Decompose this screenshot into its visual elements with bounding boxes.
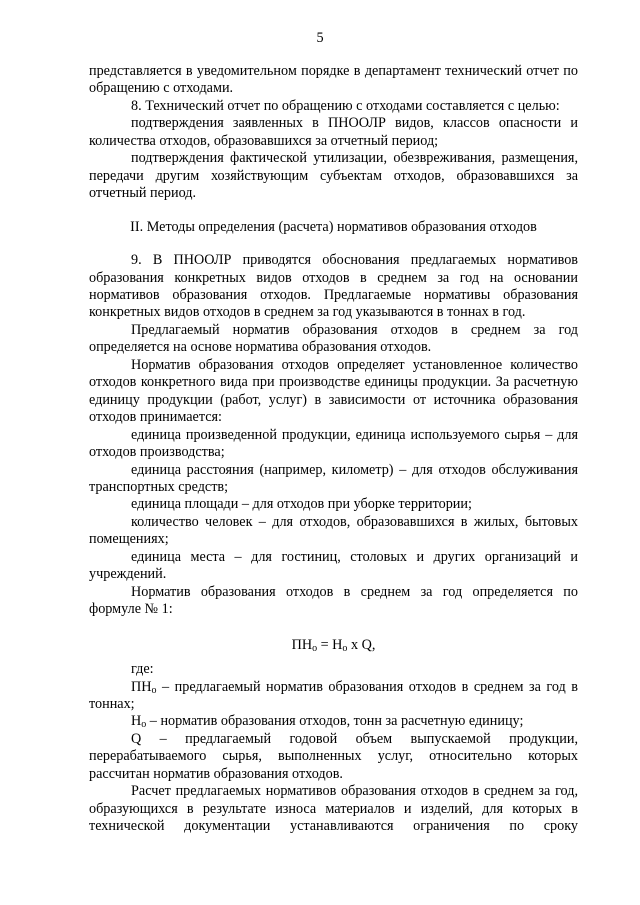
page-number: 5: [316, 30, 324, 46]
definition-symbol: Q: [131, 730, 142, 747]
definition-subscript: о: [151, 684, 157, 696]
list-item: единица места – для гостиниц, столовых и других организаций и учреждений.: [89, 548, 578, 583]
formula-rhs-subscript: о: [342, 642, 348, 654]
paragraph: 8. Технический отчет по обращению с отходами составляется с целью:: [131, 97, 560, 114]
definition-text: – предлагаемый норматив образования отходов в среднем за год в тоннах;: [89, 678, 578, 712]
definition-text: – предлагаемый годовой объем выпускаемой продукции, перерабатываемого сырья, выполненных услуг, относительно которых рассчитан норматив образования отходов.: [89, 730, 578, 782]
paragraph: подтверждения фактической утилизации, обезвреживания, размещения, передачи другим хозяйствующим субъектам отходов, образовавшихся за отчетный период.: [89, 150, 578, 202]
paragraph: Расчет предлагаемых нормативов образования отходов в среднем за год, образующихся в результате износа материалов и изделий, для которых в технической документации устанавливаются ограничения по сроку: [89, 783, 578, 835]
definition: [89, 713, 578, 730]
list-item: количество человек – для отходов, образовавшихся в жилых, бытовых помещениях;: [89, 513, 578, 548]
list-item: единица произведенной продукции, единица используемого сырья – для отходов производства;: [89, 426, 578, 461]
formula-lhs-subscript: о: [312, 642, 318, 654]
paragraph: представляется в уведомительном порядке в департамент технический отчет по обращению с отходами.: [89, 63, 578, 97]
definition-symbol: Н: [131, 713, 142, 730]
paragraph: 9. В ПНООЛР приводятся обоснования предлагаемых нормативов образования конкретных видов отходов в среднем за год на основании нормативов образования отходов. Предлагаемые нормативы образования конкретных видов отходов в среднем за год указываются в тоннах в год.: [89, 252, 578, 321]
section-heading: II. Методы определения (расчета) нормативов образования отходов: [130, 218, 537, 235]
definition: [89, 731, 578, 783]
paragraph: подтверждения заявленных в ПНООЛР видов, классов опасности и количества отходов, образовавшихся за отчетный период;: [89, 115, 578, 149]
paragraph: Норматив образования отходов в среднем за год определяется по формуле № 1:: [89, 583, 578, 618]
list-item: единица расстояния (например, километр) – для отходов обслуживания транспортных средств;: [89, 461, 578, 495]
definition: [89, 679, 578, 714]
formula: [89, 637, 578, 654]
list-item: единица площади – для отходов при уборке территории;: [131, 496, 472, 513]
paragraph: Норматив образования отходов определяет установленное количество отходов конкретного вида при производстве единицы продукции. За расчетную единицу продукции (работ, услуг) в зависимости от источника образования отходов принимается:: [89, 356, 578, 426]
where-label: где:: [131, 661, 154, 678]
definition-text: – норматив образования отходов, тонн за расчетную единицу;: [146, 713, 524, 730]
document-body: [89, 63, 578, 836]
formula-lhs: ПН: [291, 636, 313, 653]
definition-symbol: ПН: [131, 678, 152, 695]
definition-subscript: о: [141, 719, 147, 731]
formula-rest: x Q,: [347, 636, 376, 653]
paragraph: Предлагаемый норматив образования отходов в среднем за год определяется на основе норматива образования отходов.: [89, 321, 578, 356]
formula-eq: = Н: [317, 636, 343, 653]
